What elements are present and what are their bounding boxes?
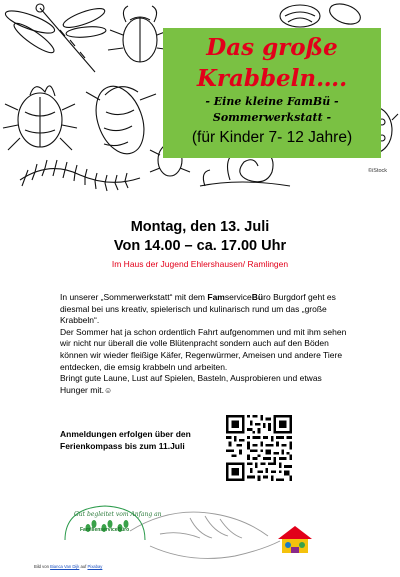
description-paragraph-2: Der Sommer hat ja schon ordentlich Fahrt aufgenommen und mit ihm sehen wir nicht nur überall die volle Blütenpracht sondern auch auf den Böden können wir wieder fleißige Käfer, Regenwürmer, Ameisen und andere Tiere entdecken, die emsig krabbeln und arbeiten.: [60, 326, 347, 372]
svg-text:Gut begleitet vom Anfang an: Gut begleitet vom Anfang an: [74, 511, 162, 518]
registration-note: Anmeldungen erfolgen über den Ferienkompass bis zum 11.Juli: [60, 429, 191, 451]
description: [60, 292, 352, 396]
title-line-1: Das große: [206, 34, 338, 61]
event-time: Von 14.00 – ca. 17.00 Uhr: [113, 238, 287, 254]
smiley-icon: ☺: [103, 385, 113, 395]
title-line-2: Krabbeln….: [196, 65, 348, 92]
image-copyright: ©iStock: [368, 168, 388, 174]
rhino-beetle-drawing: [3, 86, 77, 150]
cicada-drawing: [86, 80, 156, 161]
bee-drawing: [280, 0, 363, 28]
description-paragraph-3: Bringt gute Laune, Lust auf Spielen, Basteln, Ausprobieren und etwas Hunger mit.☺: [60, 373, 322, 395]
pixabay-link[interactable]: Pixabay: [87, 564, 103, 569]
event-date: Montag, den 13. Juli: [130, 219, 270, 235]
event-place: Im Haus der Jugend Ehlershausen/ Ramlingen: [111, 259, 289, 269]
centipede-drawing: [20, 160, 140, 191]
description-paragraph-1: In unserer „Sommerwerkstatt“ mit dem FamserviceBüro Burgdorf geht es diesmal bei uns kreativ, spielerisch und kulinarisch rund um das „große Krabbeln“.: [60, 292, 336, 326]
title-box: [163, 28, 381, 158]
hero-illustration: [0, 0, 400, 190]
subtitle-line-2: Sommerwerkstatt -: [212, 111, 332, 124]
event-details: [0, 218, 400, 271]
age-range: (für Kinder 7- 12 Jahre): [191, 129, 353, 146]
dragonfly-drawing: [3, 4, 107, 72]
familienservicebuero-label: FamilienserviceBüro: [80, 527, 130, 533]
familienservicebuero-logo: [60, 500, 162, 550]
qr-code[interactable]: [226, 415, 292, 481]
subtitle-line-1: - Eine kleine FamBü -: [205, 95, 339, 108]
image-credit: Bild von Bianca Van Dijk auf Pixabay: [34, 564, 103, 569]
author-link[interactable]: Bianca Van Dijk: [50, 564, 80, 569]
haus-der-jugend-logo: [274, 523, 318, 563]
